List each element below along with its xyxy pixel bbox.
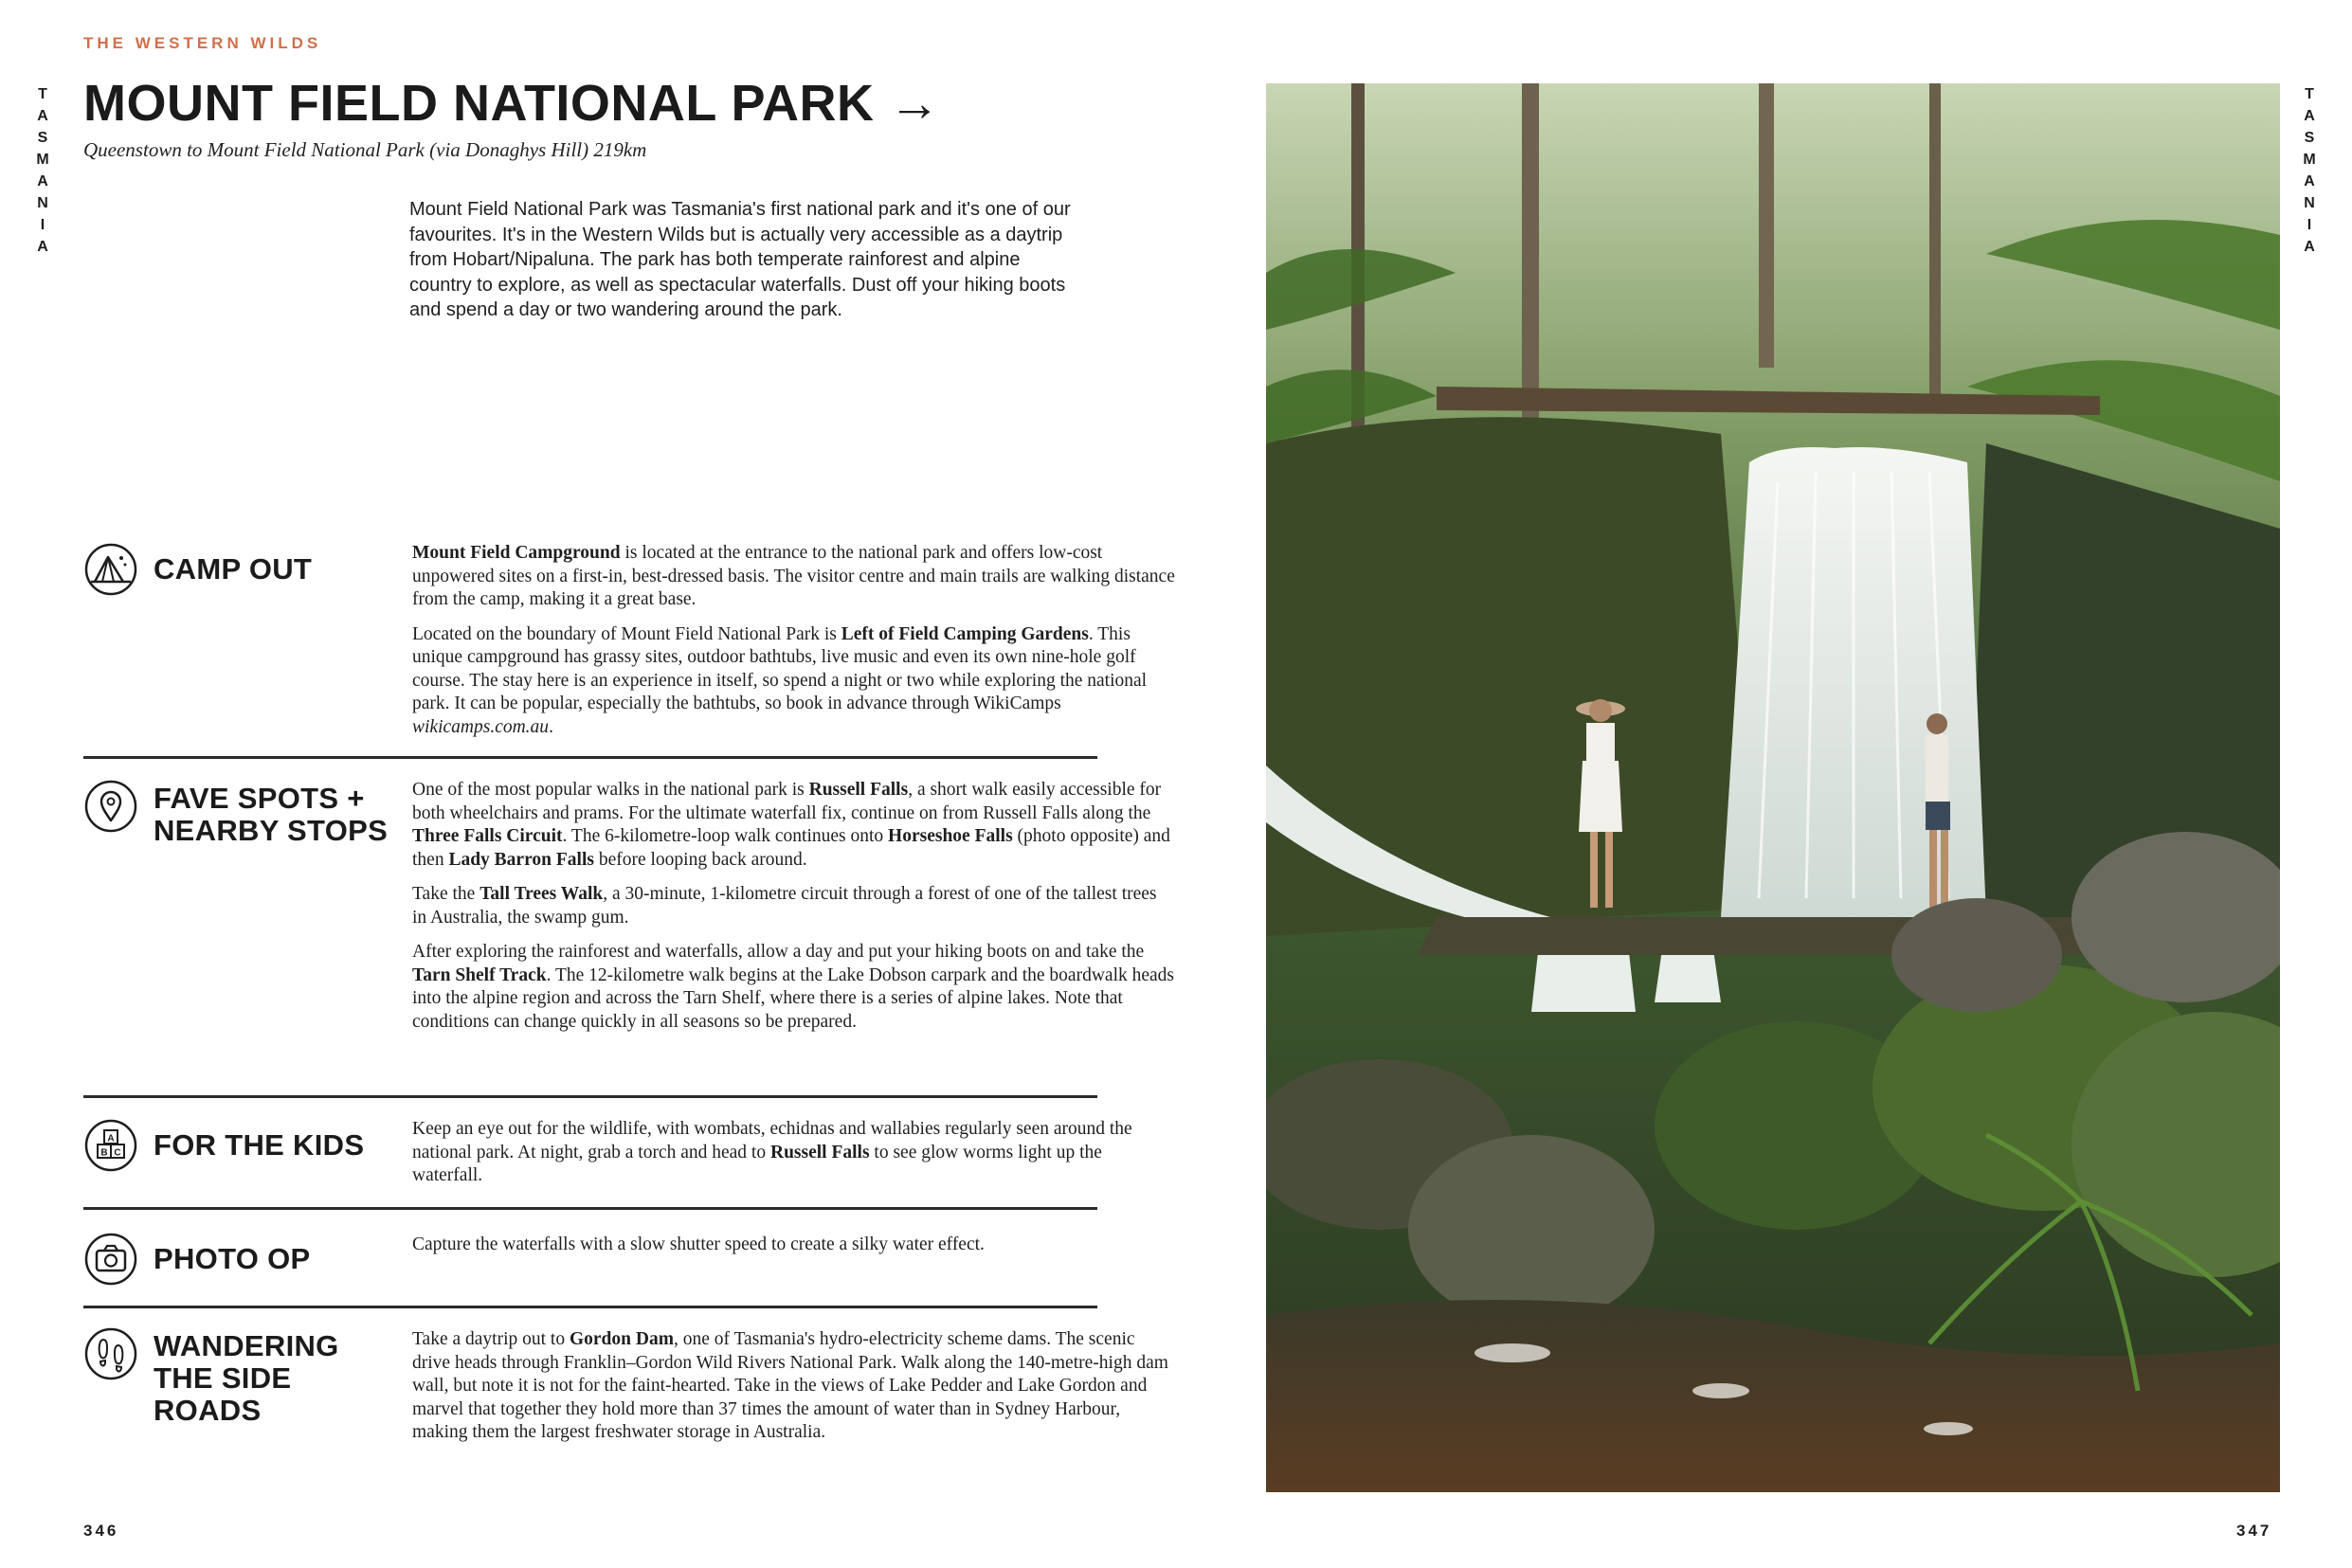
fave-spots-body: One of the most popular walks in the national park is Russell Falls, a short walk easily accessible for both wheelchairs and prams. For the ultimate waterfall fix, continue on from Russell Falls along the Three Falls Circuit. The 6-kilometre-loop walk continues onto Horseshoe Falls (photo opposite) and then Lady Barron Falls before looping back around. Take the Tall Trees Walk, a 30-minute, 1-kilometre circuit through a forest of one of the tallest trees in Australia, the swamp gum. After exploring the rainforest and waterfalls, allow a day and put your hiking boots on and take the Tarn Shelf Track. The 12-kilometre walk begins at the Lake Dobson carpark and the boardwalk heads into the alpine region and across the Tarn Shelf, where there is a series of alpine lakes. Note that conditions can change quickly in all seasons so be prepared. xyxy=(412,780,1175,1032)
svg-text:A: A xyxy=(107,1133,115,1144)
camping-gardens-name: Left of Field Camping Gardens xyxy=(841,623,1089,644)
svg-text:C: C xyxy=(114,1147,121,1159)
section-wandering-side-roads xyxy=(83,1326,1168,1478)
side-label-left: T A S M A N I A xyxy=(36,86,49,255)
footprints-icon xyxy=(83,1326,138,1381)
campground-name: Mount Field Campground xyxy=(412,543,621,563)
photo-op-body: Capture the waterfalls with a slow shutter speed to create a silky water effect. xyxy=(412,1235,985,1254)
wandering-body: Take a daytrip out to Gordon Dam, one of Tasmania's hydro-electricity scheme dams. The scenic drive heads through Franklin–Gordon Wild Rivers National Park. Walk along the 140-metre-high dam wall, but note it is not for the faint-hearted. Take in the views of Lake Pedder and Lake Gordon and marvel that together they hold more than 37 times the amount of water than in Sydney Harbour, making them the largest freshwater storage in Australia. xyxy=(412,1329,1168,1442)
intro-paragraph: Mount Field National Park was Tasmania's first national park and it's one of our favourites. It's in the Western Wilds but is actually very accessible as a daytrip from Hobart/Nipaluna. The park has both temperate rainforest and alpine country to explore, as well as spectacular waterfalls. Dust off your hiking boots and spend a day or two wandering around the park. xyxy=(409,199,1071,320)
page-title-text: MOUNT FIELD NATIONAL PARK xyxy=(83,75,875,132)
for-the-kids-heading: FOR THE KIDS xyxy=(154,1128,365,1162)
camera-icon xyxy=(83,1232,138,1287)
page-number-right: 347 xyxy=(2236,1522,2272,1540)
waterfall-photo xyxy=(1266,83,2280,1492)
side-label-right: T A S M A N I A xyxy=(2303,86,2316,255)
map-pin-icon xyxy=(83,779,138,834)
tent-icon xyxy=(83,542,138,597)
svg-text:B: B xyxy=(100,1147,108,1159)
divider xyxy=(83,1306,1097,1308)
photo-op-heading: PHOTO OP xyxy=(154,1242,311,1275)
section-fave-spots xyxy=(83,779,1175,1082)
abc-blocks-icon xyxy=(83,1118,138,1173)
wikicamps-link[interactable]: wikicamps.com.au xyxy=(412,716,550,737)
divider xyxy=(83,1095,1097,1098)
divider xyxy=(83,1207,1097,1210)
section-camp-out xyxy=(83,542,1175,752)
camp-out-body: Mount Field Campground is located at the entrance to the national park and offers low-cost unpowered sites on a first-in, best-dressed basis. The visitor centre and main trails are walking distance from the camp, making it a great base. Located on the boundary of Mount Field National Park is Left of Field Camping Gardens. This unique campground has grassy sites, outdoor bathtubs, live music and even its own nine-hole golf course. The stay here is an experience in itself, so spend a night or two while exploring the national park. It can be popular, especially the bathtubs, so book in advance through WikiCamps wikicamps.com.au. xyxy=(412,543,1175,737)
page-number-left: 346 xyxy=(83,1522,119,1540)
page-title xyxy=(83,74,940,133)
for-the-kids-body: Keep an eye out for the wildlife, with wombats, echidnas and wallabies regularly seen around the national park. At night, grab a torch and head to Russell Falls to see glow worms light up the waterfall. xyxy=(412,1119,1132,1185)
route-subtitle: Queenstown to Mount Field National Park (via Donaghys Hill) 219km xyxy=(83,138,647,161)
fave-spots-heading: FAVE SPOTS + NEARBY STOPS xyxy=(154,782,389,847)
arrow-right-icon: → xyxy=(888,75,941,132)
section-for-the-kids xyxy=(83,1118,1132,1203)
wandering-heading: WANDERING THE SIDE ROADS xyxy=(154,1329,339,1427)
camp-out-heading: CAMP OUT xyxy=(154,552,313,586)
divider xyxy=(83,756,1097,759)
section-photo-op xyxy=(83,1232,1097,1298)
section-kicker: THE WESTERN WILDS xyxy=(83,34,322,52)
